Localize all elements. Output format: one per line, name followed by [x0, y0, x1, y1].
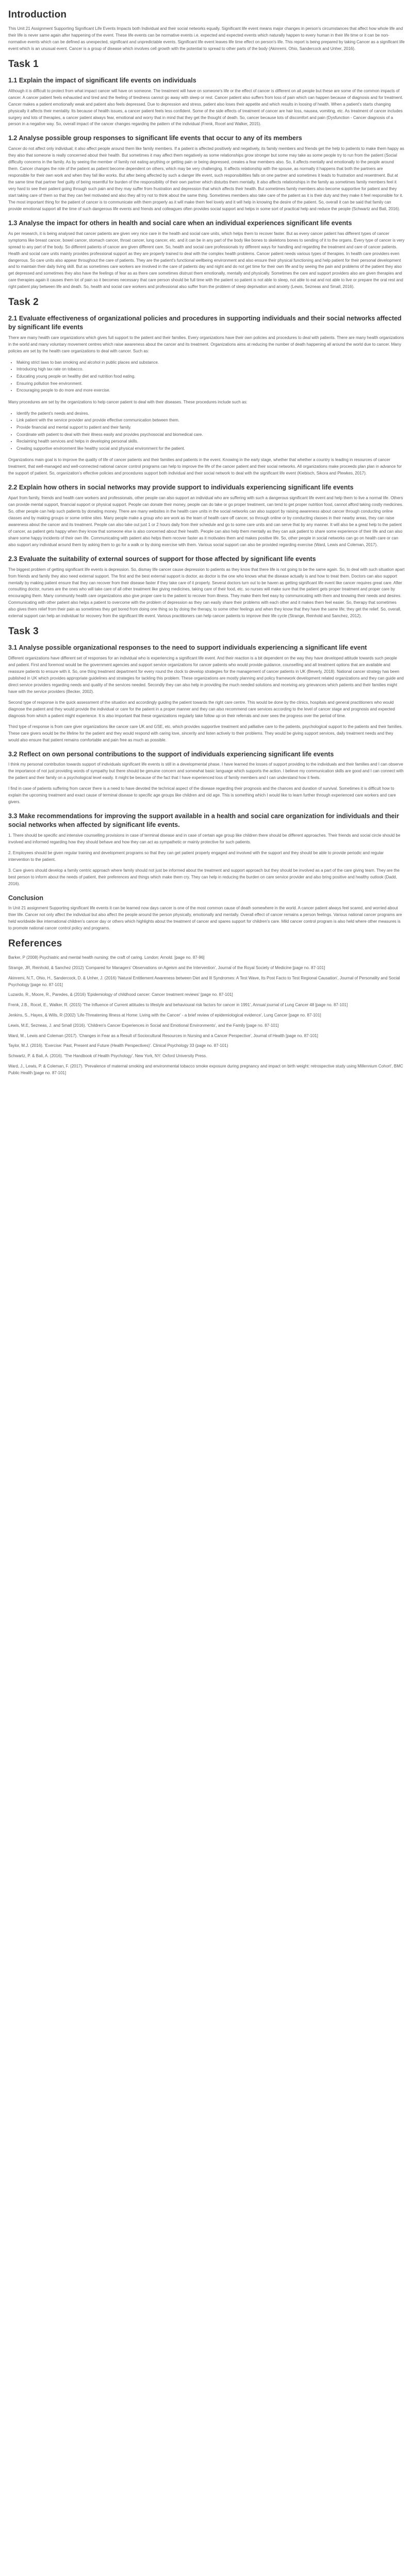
procedure-list — [8, 410, 405, 452]
reference-item: Taylor, M.J. (2016). 'Exercise: Past, Present and Future (Health Perspectives)'. Clinical Psychology 33 (page no. 87-101) — [8, 1043, 228, 1048]
list-item: • Creating supportive environment like healthy social and physical environment for the patient. — [16, 445, 405, 452]
reference-item: Akinremi, N.T., Ohio, H., Sandercock, D. & Unher, J. (2016) 'Natural Entitlement Awareness between Diet and Ill Syndromes: A Test Wave, Its Post Facto to Test Regional Causation', Journal of Personality and Social Psychology [page no. 87-101] — [8, 975, 400, 987]
section-1-2-heading: 1.2 Analyse possible group responses to significant life events that occur to any of its members — [8, 134, 302, 142]
list-item: • Encouraging people to do more and more exercise. — [16, 387, 405, 394]
reference-list — [8, 955, 405, 1076]
section-2-1-paragraph: Many procedures are set by the organizations to help cancer patient to deal with their diseases. These procedures include such as: — [8, 399, 247, 404]
conclusion-paragraph: In Unit 21 assignment Supporting significant life events it can be learned now days cancer is one of the most common cause of death somewhere in the world. A cancer patient always feel scared, and worried about thier life. Cancer not only affect the individual but also affect the people around the person physically, emotionally and mentally. Overall effect of cancer remains a person feelings. Various national cancer programs are held worldwide like international children's cancer day or others which highlights about the treatment of cancer and spares support for children's care. Mild cancer control program is also held where other measures is to promote national cancer control policy and programs. — [8, 906, 402, 931]
section-1-3-heading: 1.3 Analyse the impact for others in health and social care when an individual experiences significant life events — [8, 219, 352, 227]
section-2-2-paragraph: Apart from family, friends and health care workers and professionals, other people can also support an individual who are suffering with such a dangerous significant life event and help them to live a normal life. Others can provide mental support, financial support or physical support. People can donate their money, people can do take or go proper treatment, can tend to get proper nutrition food, cannot afford taking costly medicines. So, other people can help such patients by donating money. There are many websites in the health care units in the social networks can also support by raising awareness about cancer through conducting online classes and by making groups or some online sites. Many people make a group who are work as the team of health care off cancer, so through online or by conducting classes in their nearby areas, they can raise awareness about the cancer and its treatment. People can also take out just 1 or 2 hours daily from their schedule and go to some care units and can serve that by any manner. It will also be a great help to the patient of cancer, as patient gets happy when they know that someone else is also concerned about their health. People can also help them mentally as they can ask patient to share some experience of their life and can also share some happy incidents of their own life. Communicating with patient also helps them recover faster as it motivates them and makes positive life. So, other people in social networks can go on health care or can also support any individual around them by asking them to go for a walk or by doing exercise with them. Various social support can also be provided regarding exercise (Ward, Lewis and Coleman, 2017). — [8, 496, 403, 547]
list-item: • Making strict laws to ban smoking and alcohol in public places and substance. — [16, 359, 405, 366]
list-item: • Link patient with the service provider and provide effective communication between them. — [16, 417, 405, 424]
section-3-3-paragraph: 3. Care givers should develop a family centric approach where family should not just be informed about the treatment and support approach but they should be involved as a part of the care giving team. They are the best person to inform about the needs of patient, their preferences and things which make them cry. They can help in reducing the burden on care service provider and also bring positive and healthy outlook (Dadd, 2016). — [8, 868, 400, 886]
policy-list — [8, 359, 405, 394]
section-3-2-paragraph: I find in case of patients suffering from cancer there is a need to have devoted the technical aspect of the disease regarding their prognosis and the chances and duration of survival. Sometimes it is difficult how to explain the upcoming treatment and exact cause of terminal disease to specific age groups like children and old age. This is something which I would like to learn further through experienced care workers and care givers. — [8, 786, 396, 805]
section-2-1-paragraph: Organizations main goal is to improve the quality of life of cancer patients and their families and patients in the event. Knowing in the early stage, whether that whether a country is leading in resources of cancer treatment, that well-managed and well-connected national cancer control programs can help to improve the life of the cancer patient and their social networks. All organizations make proceeds plan plan in advance for the support of patient. So, organization's effective policies and procedures support both individual and their social network to deal with the significant life event (Kiebisch, Sikora and Plewkes, 2017). — [8, 457, 402, 476]
section-3-1-heading: 3.1 Analyse possible organizational responses to the need to support individuals experiencing a significant life event — [8, 644, 367, 652]
conclusion-heading: Conclusion — [8, 894, 44, 902]
section-1-3-paragraph: As per research, it is being analysed that cancer patients are given very nice care in the health and social care units, which helps them to recover faster. But as every cancer patient has different types of cancer symptoms like breast cancer, bowel cancer, stomach cancer, throat cancer, lung cancer, etc. and it can be in any part of the body like bones to skeletons bones to sending of it to the organs. Every type of cancer is very spread to any part of the body. So different patients of cancer are given different care. So, health and social care professionals try different ways for handling and regarding the treatment and care of cancer patients. Health and social care units mainly provides professional support as they are properly trained to deal with the complex health problems. Cancer patient needs various types of therapies. In health care providers even dangerous. So care units also appear throughout the care of patients. They are the patient's functional wellbeing environment and also ensure their physical functioning and help patient for their personal development and to maintain their daily living skill. But as sometimes care workers are involved in the care of patients day and night and do not get time for their own life and by seeing the pain and problems of the patient they also get depressed and sometimes they also have the feelings of fear as as there care sometimes distrust them emotionally, mentally and physically. Sometimes the care and support providers also are given therapies and care therapies again it causes them lot of pain so it becomes necessary that care person should be full time with the patient so patient is not able to sleep, not able to eat and not able to live or prepare the oral rest and right patient play between life and death. So, health and social care workers and professional also suffer from the problem of sleep deprivation and anxiety (Lewis, Sezneas and Small, 2016). — [8, 231, 405, 290]
references-heading: References — [8, 938, 62, 950]
section-2-1-paragraph: There are many health care organizations which gives full support to the patient and their families. Every organizations have their own policies and procedures to deal with patients. There are many health organizations in the world and many voluntary movement centres which raise awareness about the cancer and its treatment. Organizations aims at reducing the number of death happening all around the world due to cancer. Many policies are set by the health care organizations to deal with cancer. Such as: — [8, 335, 404, 353]
reference-item: Lewis, M.E, Sezneas, J. and Small (2016). 'Children's Cancer Experiences in Social and Emotional Environments', and the Family [page no. 87-101] — [8, 1023, 279, 1028]
section-3-1-paragraph: Second type of response is the quick assessment of the situation and accordingly guiding the patient towards the right care centre. This would be done by the clinics, hospitals and general practitioners who would diagnose the patient and they would provide the individual or care for the patient in a proper manner and they can also recommend care services according to the level of cancer stage and prognosis and expected diagnosis from which a patient might experience. It is also important that these organizations regularly take follow up on their referrals and over sees the progress over the period of time. — [8, 700, 395, 718]
reference-item: Ward, J., Lewis, P. & Coleman, F. (2017). 'Prevalence of maternal smoking and environmental tobacco smoke exposure during pregnancy and impact on birth weight: retrospective study using Millennium Cohort', BMC Public Health [page no. 87-101] — [8, 1064, 403, 1075]
section-3-3-heading: 3.3 Make recommendations for improving the support available in a health and social care organization for individuals and their social networks when affected by significant life events. — [8, 812, 399, 828]
section-3-2-paragraph: I think my personal contribution towards support of individuals significant life events is still in a developmental phase. I have learned the losses of support providing to the individuals and their families and I can observe the importance of not just providing words of sympathy but there should be genuine concern and somewhat basic language which supports the action. I believe my communication skills are good and I can connect with the patient and their family on a psychological level easily. It might be because of the fact that I have experienced loss of family members and I can understand how it feels. — [8, 762, 404, 781]
section-1-1-heading: 1.1 Explain the impact of significant life events on individuals — [8, 76, 196, 84]
section-2-2-heading: 2.2 Explain how others in social networks may provide support to individuals experiencing significant life events — [8, 484, 354, 492]
reference-item: Strange, JR, Reinhold, & Sanchez (2012) 'Compared for Managers' Observations on Ageism and the Intervention', Journal of the Royal Society of Medicine [page no. 87-101] — [8, 965, 325, 971]
list-item: • Introducing high tax rate on tobacco. — [16, 366, 405, 373]
section-3-1-paragraph: Different organizations have different set of responses for an individual who is experiencing a significant life event. And their reaction is a bit dependent on the way they have developed attitude towards such people and patient. First and foremost would be the government agencies and support service organizations for cancer patients who would provide guidance, counselling and all treatment options that are available and reassure patients to ensure with it. So, one thing treatment department for every round the clock to develop strategies for the management of cancer patients in UK (Beverly, 2018). National cancer strategy has been published in UK which provides appropriate guidelines and strategies for tackling this problem. These organizations are mostly planning and policy framework development related organizations and they can guide and direct service providers regarding needs and quality of the services needed. Secondly they can also help in providing the much needed solutions and receiving any grievances which patients and their families might have with the service providers (Becker, 2002). — [8, 656, 404, 694]
reference-item: Barker, P (2008) Psychiatric and mental health nursing: the craft of caring. London: Arnold. [page no. 87-96] — [8, 955, 205, 960]
reference-item: Ward, M., Lewis and Coleman (2017). 'Changes in Fear as a Result of Sociocultural Resources in Nursing and a Cancer Perspective', Journal of Health [page no. 87-101] — [8, 1033, 318, 1038]
introduction-paragraph: This Unit 21 Assignment Supporting Significant Life Events Impacts both Individual and their social networks equally. Significant life event means major changes in person's circumstances that affect how whole life and their life is never same again after happening of the event. These life events can be normative events i.e. expected and expected events which naturally happen to every human in their life time or it can be non-normative events which can be defined as unexpected, significant and unpredictable events. Significant life event leaves life time effect on person's life. This report is being prepared by taking Cancer as a significant life event which is an unusual event. Cancer is a group of disease which involves cell growth with the potential to spread to other parts of the body (Akinremi, Ohio, Sandercock and Unher, 2016). — [8, 26, 405, 51]
reference-item: Jenkins, S., Hayes, & Wills, R (2002) 'Life-Threatening Illness at Home: Living with the Cancer' - a brief review of epidemiological evidence', Lung Cancer [page no. 87-101] — [8, 1013, 321, 1018]
introduction-heading: Introduction — [8, 9, 67, 20]
list-item: • Educating young people on healthy diet and nutrition food eating. — [16, 373, 405, 380]
reference-item: Schwartz, P. & Bali, A. (2016). 'The Handbook of Health Psychology'. New York, NY: Oxford University Press. — [8, 1054, 207, 1059]
task2-heading: Task 2 — [8, 297, 39, 308]
section-2-3-heading: 2.3 Evaluate the suitability of external sources of support for those affected by significant life events — [8, 555, 316, 563]
document-page — [0, 0, 413, 1093]
section-1-2-paragraph: Cancer do not affect only individual; it also affect people around them like family members. If a patient is affected positively and negatively, its family members and friends get the help to patients to make them happy as they also that someone is really concerned about their health. But sometimes it may affect them negatively as some relationships grow stronger but some may take as some people try to run from the patient (Social difficulty concerns in the family. As by seeing the member of family not eating anything or getting pain or being depressed, creates a fear members also. So, it affects mentally and emotionally to the people around them. Cancer changes the role of the patient as patient become dependent on others, which may be very challenging. It affects relationship with the spouse, as normally it happens that both the partners are responsible for their own work and when they fall like works. But after being affected by such a danger life event, such responsibilities falls on one partner and sometimes it leads to frustration and resentment. But at the same time that partner feel guilty of being resentful for burden of the responsibility of their own partner which disturbs them mentally. It also affects relationships in the family as sometimes family members feel it very hard to see their patient going through such pain and they may suffer from frustration and depression that which affects their health. But sometimes family members also become supportive for patient and they start taking care of them so that they can feel motivated and also they all try not to think about the same thing. Sometimes members also take care of the patient as it is their duty and they make it feel responsible for it. The most important thing for the patient of cancer is to communicate with them properly as it will make them feel lovely and it will help in knowing the desire of the patient. So, overall it can be said that family can provide emotional support all the time of such dangerous life events and friends and colleagues often provides social support and helps in some sort of practical help and reduce the people (Schwartz and Bali, 2016). — [8, 146, 404, 211]
list-item: • Coordinate with patient to deal with their illness easily and provides psychosocial and biomedical care. — [16, 431, 405, 438]
section-3-1-paragraph: Third type of response is from care giver organizations like cancer care UK and GSE, etc. which provides supportive treatment and palliative care to the patients, psychological support to the patients and their families. These care givers would be the lifeline for the patient and they would respond with caring love, sincerity and listen actively to their problems. They would be giving support services, daily treatment needs and they would also ensure that patient remains comfortable and pain free as much as possible. — [8, 724, 403, 742]
list-item: • Provide financial and mental support to patient and their family. — [16, 424, 405, 431]
reference-item: Frenk, J.B., Rocel, E., Walker, R. (2015) 'The Influence of Current attitudes to lifestyle and behavioural risk factors for cancer in 1991', Annual journal of Lung Cancer 48 [page no. 87-101] — [8, 1003, 348, 1008]
task1-heading: Task 1 — [8, 58, 39, 70]
section-3-3-paragraph: 2. Employees should be given regular training and development programs so that they can get patient properly engaged and involved with the support and they should be able to provide periodic and regular intervention to the patient. — [8, 850, 384, 862]
list-item: • Ensuring pollution free environment. — [16, 380, 405, 387]
section-2-1-heading: 2.1 Evaluate effectiveness of organizational policies and procedures in supporting individuals and their social networks affected by significant life events — [8, 315, 402, 331]
list-item: • Reclaiming health services and helps in developing personal skills. — [16, 438, 405, 445]
reference-item: Luzardo, R., Moore, R., Paredes, & (2016) 'Epidemiology of childhood cancer: Cancer treatment reviews' [page no. 87-101] — [8, 992, 233, 997]
section-2-3-paragraph: The biggest problem of getting significant life events is depression. So, dismay life cancer cause depression to patients as they know that there life is not going to be the same again. So, to deal with such situation apart from friends and family they also need external support. The first and the best external support is doctor, as doctor is the one who knows what the disease actually is and how to treat them. Doctors can also support mentally by making patient ensure that they can recover from their disease faster if they take care of it properly. Several doctors turn out to be haven as getting significant life event like cancer requires great care. After consulting doctor, nurses are the ones who will take care of all other treatment like giving medicines, taking care of their food, etc. so nurses will make sure that the patient gets proper treatment and proper care by encouraging them. Many community health care organizations also give proper care to the patient to recover from illness. They make them feel easy by communicating with them and knowing their needs and desires. Communicating with other patient also helps a patient to overcome with the problem of depression as they can easily share their problems with each other and it makes them feel easier. So, therapy that sometimes also gives them relief from their pain as sometimes they get bored from doing one thing so by doing the therapy, to some other feelings and when they know that they have the same life; they get the relief. So, overall, external support can help an individual for recovery from the significant life event. Various practitioners can help cancer patients to improve their life cycle (Strange, Reinhold and Sanchez, 2012). — [8, 567, 405, 619]
task3-heading: Task 3 — [8, 626, 39, 637]
section-3-2-heading: 3.2 Reflect on own personal contributions to the support of individuals experiencing significant life events — [8, 750, 334, 758]
section-1-1-paragraph: Although it is difficult to protect from what impact cancer will have on someone. The treatment will have on someone's life or the effect of cancer is different on all people but these are some of the common impacts of cancer. A cancer patient feels exhausted and tired and the feeling of tiredness cannot go away with sleep or rest. Cancer patient also suffers from loss of pain which can happen because of diagnosis and for treatment. Cancer makes a patient emotionally weak and patient also feels depressed. Due to depression and stress, patient also loses their appetite and which results in loosing of health. When a patient's starts changing physically it affects their mentality. Its because of health issues, a cancer patient feels less confident. Some of the side effects of treatment of cancer are hair loss, nausea, vomiting, etc. As treatment of cancer includes surgery and lots of therapies, a cancer patient always fear, emotional and worry that in mind that they get the thought of death. So, cancer because lots of discomfort and pain (Dysfunction - Cancer diagnosis of a person in a negative way. So, overall impact of the cancer changes regarding the pattern of the individual (Frenk, Rocel and Walker, 2015). — [8, 88, 403, 127]
list-item: • Identify the patient's needs and desires. — [16, 410, 405, 417]
section-3-3-paragraph: 1. There should be specific and intensive counselling provisions in case of terminal disease and in case of certain age group like children there should be different approaches. Their friends and social circle should be involved and informed regarding how they should behave and how they can act as sympathetic or mainly protective for such patients. — [8, 833, 401, 844]
